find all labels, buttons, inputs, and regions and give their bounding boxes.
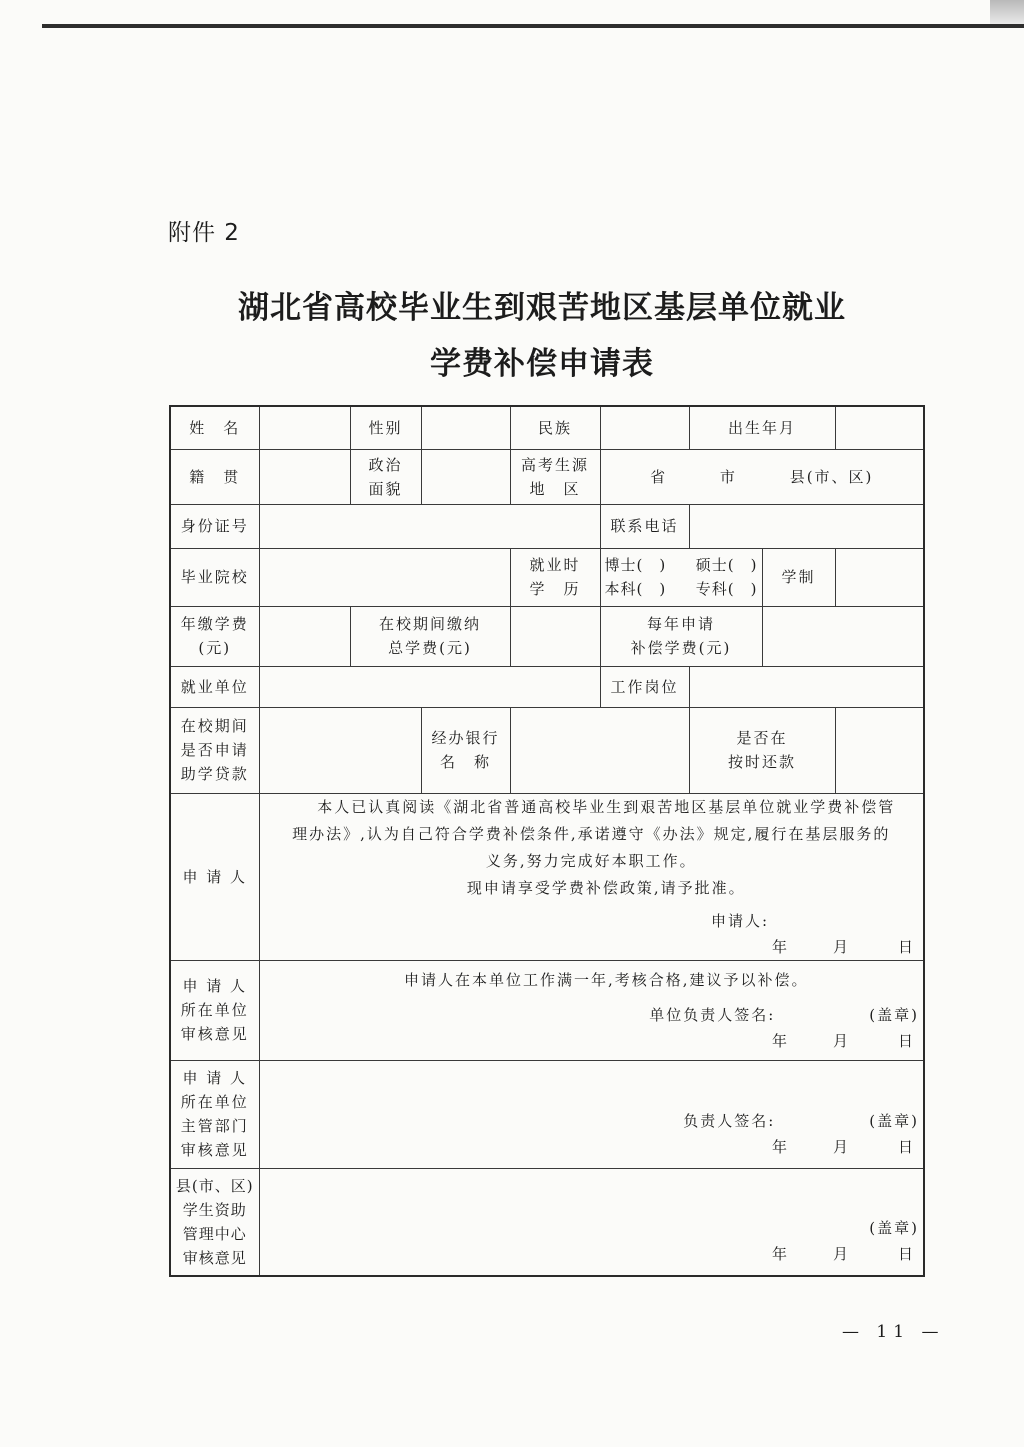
label-id-number: 身份证号 [170,504,259,548]
applicant-date[interactable] [264,934,920,960]
field-loan[interactable] [259,707,421,793]
field-ethnicity[interactable] [600,406,689,449]
label-repay [689,707,835,793]
total-fee-line2: 总学费(元) [388,639,472,657]
row-dept-review [170,1060,924,1168]
unit-review-date[interactable] [264,1028,920,1054]
option-bachelor[interactable]: 本科( ) [604,580,667,598]
label-unit-review [170,960,259,1060]
label-applicant: 申 请 人 [170,793,259,960]
dept-review-line2: 所在单位 [180,1093,249,1111]
date-month: 月 [832,937,850,956]
annual-fee-line1: 年缴学费 [180,615,249,633]
unit-review-seal: (盖章) [869,1005,920,1024]
label-annual-fee [170,606,259,666]
field-post[interactable] [689,666,924,707]
label-name: 姓 名 [170,406,259,449]
row-county-review [170,1168,924,1276]
date-day: 日 [898,937,916,956]
degree-options-row1 [605,553,758,577]
city-label: 市 [719,467,737,486]
county-review-content[interactable] [259,1168,924,1276]
county-review-seal: (盖章) [869,1219,920,1237]
field-exam-origin[interactable] [600,449,924,504]
row-origin [170,449,924,504]
unit-review-sign-label: 单位负责人签名: [649,1005,776,1024]
dept-review-line3: 主管部门 [180,1117,249,1135]
field-education-options[interactable] [600,548,762,606]
field-total-fee[interactable] [510,606,600,666]
field-gender[interactable] [421,406,510,449]
field-employer[interactable] [259,666,600,707]
page-number: — 11 — [842,1322,945,1342]
row-employer [170,666,924,707]
dept-review-sign-label: 负责人签名: [683,1111,776,1130]
loan-line2: 是否申请 [180,741,249,759]
claim-fee-line2: 补偿学费(元) [630,639,732,657]
repay-line2: 按时还款 [728,753,797,771]
label-ethnicity: 民族 [510,406,600,449]
label-claim-fee [600,606,762,666]
row-basic-info [170,406,924,449]
field-native-place[interactable] [259,449,350,504]
field-birth[interactable] [835,406,924,449]
label-exam-origin [510,449,600,504]
statement-line4: 现申请享受学费补偿政策,请予批准。 [466,878,746,897]
field-repay[interactable] [835,707,924,793]
option-master[interactable]: 硕士( ) [695,556,758,574]
bank-line1: 经办银行 [431,729,500,747]
county-label: 县(市、区) [789,467,874,486]
education-line2: 学 历 [529,580,581,598]
row-school [170,548,924,606]
label-gender: 性别 [350,406,421,449]
date-month: 月 [832,1031,850,1050]
field-phone[interactable] [689,504,924,548]
label-birth: 出生年月 [689,406,835,449]
repay-line1: 是否在 [736,729,788,747]
date-day: 日 [898,1245,916,1263]
label-bank [421,707,510,793]
county-review-date[interactable] [264,1241,920,1267]
row-id-phone [170,504,924,548]
date-day: 日 [898,1137,916,1156]
statement-line3: 义务,努力完成好本职工作。 [485,851,697,870]
label-employer: 就业单位 [170,666,259,707]
total-fee-line1: 在校期间缴纳 [378,615,481,633]
label-phone: 联系电话 [600,504,689,548]
county-review-line1: 县(市、区) [175,1176,254,1195]
field-bank[interactable] [510,707,689,793]
statement-line2: 理办法》,认为自己符合学费补偿条件,承诺遵守《办法》规定,履行在基层服务的 [292,824,891,843]
county-review-line2: 学生资助 [182,1200,247,1219]
label-dept-review [170,1060,259,1168]
unit-review-sign[interactable] [264,1002,920,1028]
label-school: 毕业院校 [170,548,259,606]
loan-line3: 助学贷款 [180,765,249,783]
dept-review-line1: 申 请 人 [182,1069,248,1087]
field-claim-fee[interactable] [762,606,924,666]
attachment-label: 附件 2 [168,220,240,246]
field-name[interactable] [259,406,350,449]
label-education [510,548,600,606]
field-study-length[interactable] [835,548,924,606]
field-political-status[interactable] [421,449,510,504]
bank-line2: 名 称 [439,753,491,771]
label-native-place: 籍 贯 [170,449,259,504]
row-unit-review [170,960,924,1060]
label-political-status [350,449,421,504]
claim-fee-line1: 每年申请 [647,615,716,633]
date-day: 日 [898,1031,916,1050]
row-fees [170,606,924,666]
date-month: 月 [832,1137,850,1156]
scan-edge-corner [990,0,1024,24]
application-form-table [169,405,925,1277]
exam-origin-line1: 高考生源 [521,455,590,474]
date-year: 年 [771,937,789,956]
option-college[interactable]: 专科( ) [695,580,758,598]
label-county-review [170,1168,259,1276]
unit-review-line3: 审核意见 [180,1025,249,1043]
applicant-signature[interactable]: 申请人: [710,911,770,930]
unit-review-content[interactable] [259,960,924,1060]
political-line2: 面貌 [368,479,403,498]
unit-review-line2: 所在单位 [180,1001,249,1019]
county-review-line4: 审核意见 [182,1248,247,1267]
date-year: 年 [771,1031,789,1050]
option-phd[interactable]: 博士( ) [604,556,667,574]
dept-review-seal: (盖章) [869,1111,920,1130]
row-loan [170,707,924,793]
statement-line1: 本人已认真阅读《湖北省普通高校毕业生到艰苦地区基层单位就业学费补偿管 [317,797,896,816]
date-month: 月 [832,1245,850,1263]
row-applicant [170,793,924,960]
exam-origin-line2: 地 区 [529,479,581,498]
loan-line1: 在校期间 [180,717,249,735]
label-loan [170,707,259,793]
form-title-line2: 学费补偿申请表 [430,346,654,382]
label-study-length: 学制 [762,548,835,606]
unit-review-line1: 申 请 人 [182,977,248,995]
degree-options-row2 [605,577,758,601]
annual-fee-line2: (元) [198,639,232,657]
scan-edge-top [42,24,1024,28]
date-year: 年 [771,1137,789,1156]
dept-review-date[interactable] [264,1134,920,1160]
political-line1: 政治 [368,455,403,474]
dept-review-sign[interactable] [264,1108,920,1134]
label-post: 工作岗位 [600,666,689,707]
dept-review-content[interactable] [259,1060,924,1168]
applicant-statement[interactable] [259,793,924,960]
label-total-fee [350,606,510,666]
education-line1: 就业时 [529,556,581,574]
unit-review-text: 申请人在本单位工作满一年,考核合格,建议予以补偿。 [403,970,809,989]
date-year: 年 [771,1245,789,1263]
field-annual-fee[interactable] [259,606,350,666]
province-label: 省 [650,467,668,486]
dept-review-line4: 审核意见 [180,1141,249,1159]
form-title-line1: 湖北省高校毕业生到艰苦地区基层单位就业 [238,290,846,326]
field-id-number[interactable] [259,504,600,548]
county-review-line3: 管理中心 [182,1224,247,1243]
field-school[interactable] [259,548,510,606]
